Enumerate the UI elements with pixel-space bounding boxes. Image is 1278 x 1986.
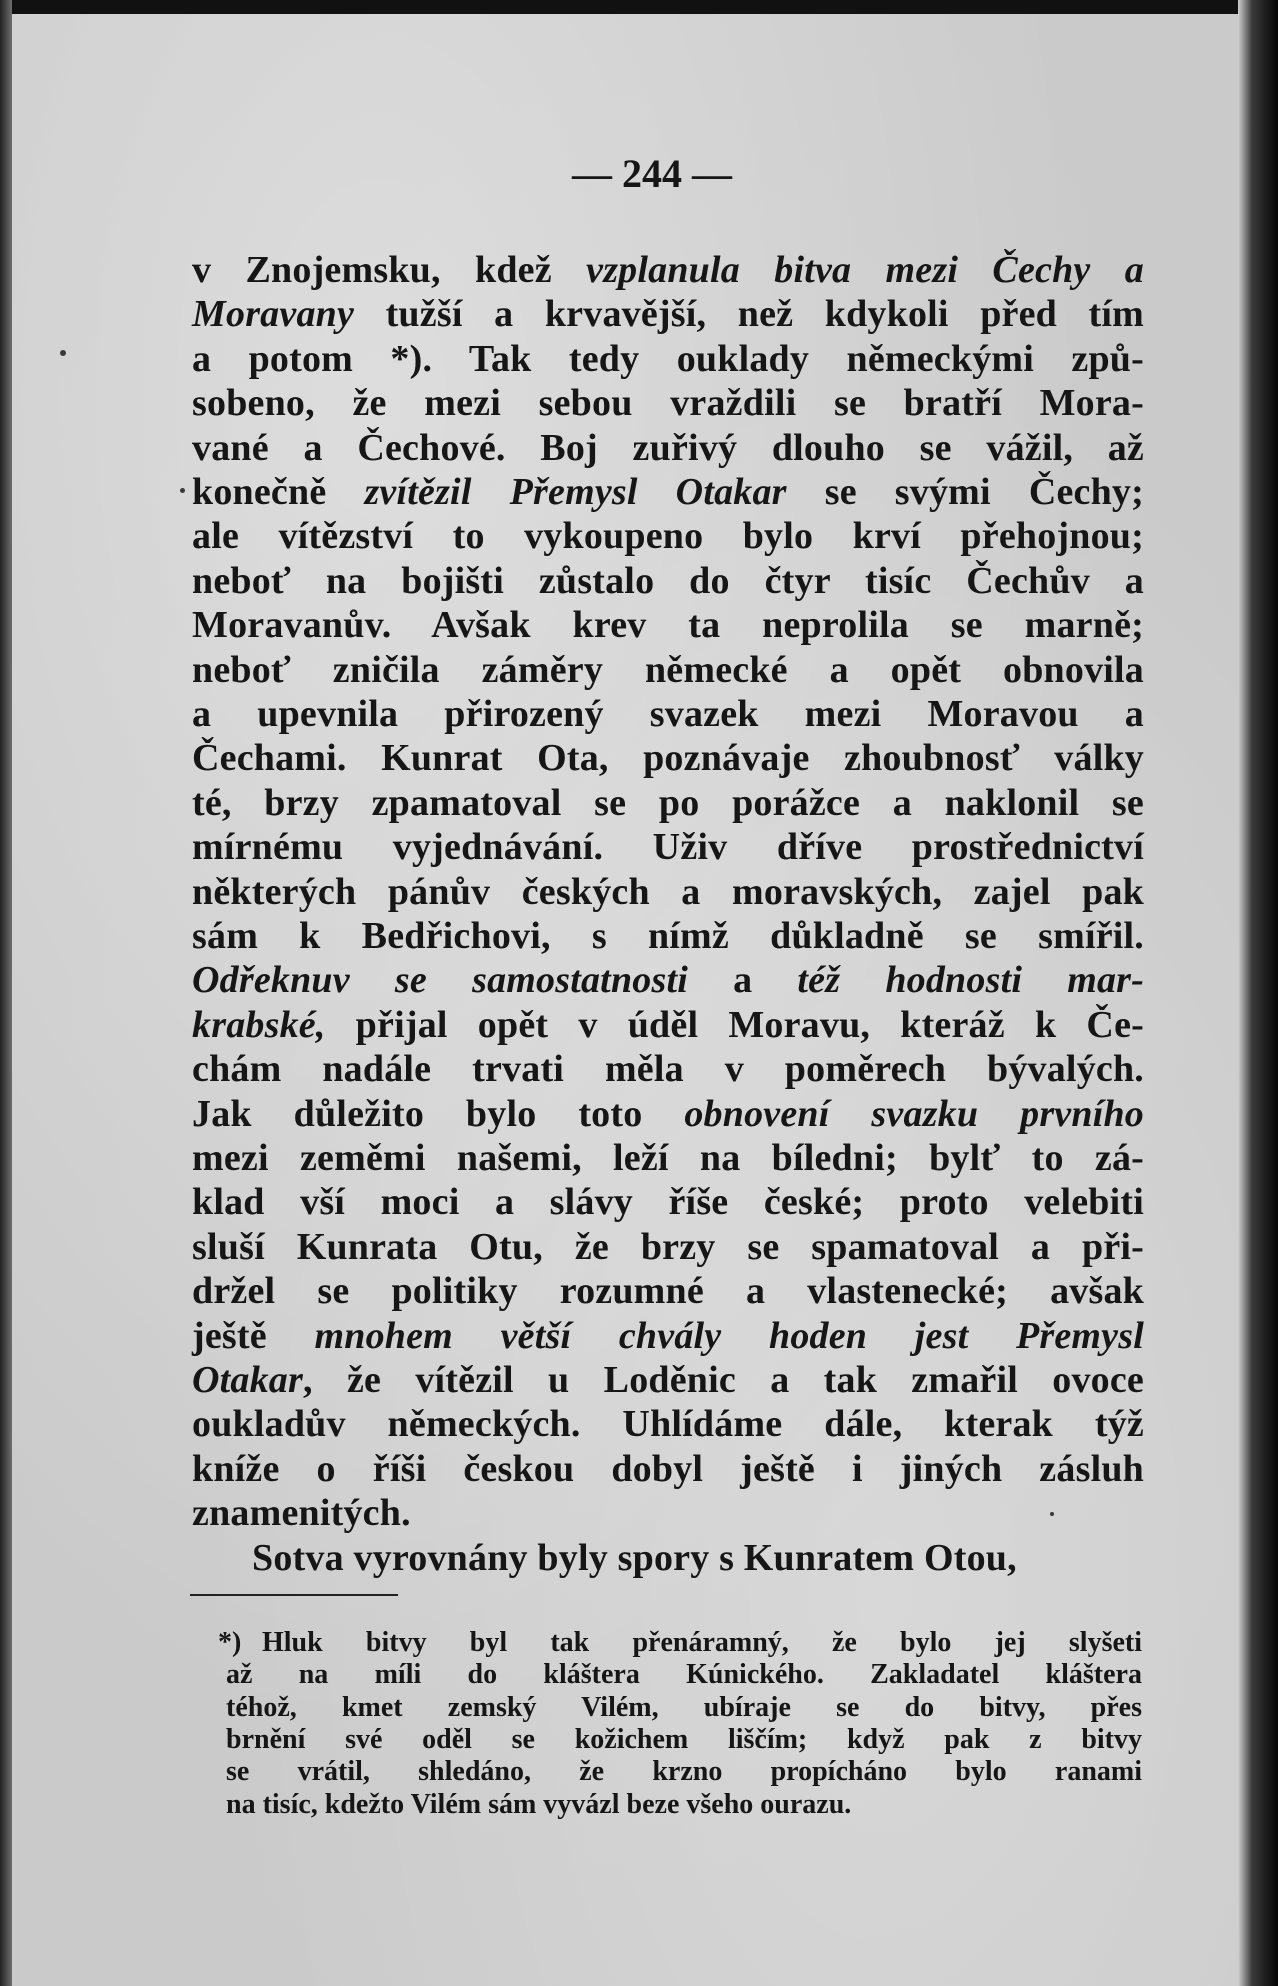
text-run: Čechami. Kunrat Ota, poznávaje zhoubnosť války: [192, 737, 1144, 780]
text-run: chám nadále trvati měla v poměrech bývalých.: [192, 1048, 1144, 1091]
text-run: mezi zeměmi našemi, leží na bíledni; bylť to zá-: [192, 1137, 1144, 1179]
text-line: [192, 781, 1144, 825]
text-line: [192, 1225, 1144, 1269]
text-run: Jak důležito bylo toto: [192, 1092, 685, 1135]
text-run: klad vší moci a slávy říše české; proto velebiti: [192, 1181, 1144, 1224]
text-line: [192, 1447, 1144, 1491]
text-line: [192, 958, 1144, 1002]
text-run: sluší Kunrata Otu, že brzy se spamatoval a při-: [192, 1225, 1144, 1268]
text-run: neboť zničila záměry německé a opět obnovila: [192, 648, 1144, 691]
text-run: a potom *). Tak tedy ouklady německými způ-: [192, 337, 1144, 380]
text-line: [192, 1047, 1144, 1091]
text-line: [192, 1180, 1144, 1224]
text-run: Moravanův. Avšak krev ta neprolila se marně;: [192, 604, 1144, 647]
text-line: [192, 1003, 1144, 1047]
italic-text: obnovení svazku prvního: [684, 1092, 1144, 1135]
text-line: [192, 514, 1144, 558]
italic-text: krabské,: [192, 1003, 326, 1046]
text-line: [192, 248, 1144, 292]
text-run: a upevnila přirozený svazek mezi Moravou a: [192, 693, 1144, 735]
text-run: sobeno, že mezi sebou vraždili se bratří Mora-: [192, 382, 1144, 425]
text-line: [192, 1136, 1144, 1180]
text-run: konečně: [192, 471, 365, 513]
italic-text: též hodnosti mar-: [797, 959, 1144, 1002]
italic-text: Otakar: [192, 1359, 303, 1401]
text-line: [192, 1269, 1144, 1313]
italic-text: Odřeknuv se samostatnosti: [192, 959, 688, 1002]
text-line: [192, 337, 1144, 381]
footnote-line: až na míli do kláštera Kúnického. Zakladatel kláštera: [226, 1659, 1142, 1691]
scan-left-border: [0, 0, 12, 1986]
text-line: [192, 292, 1144, 336]
text-run: té, brzy zpamatoval se po porážce a naklonil se: [192, 781, 1144, 824]
text-run: se svými Čechy;: [786, 471, 1144, 513]
text-line: [192, 1092, 1144, 1136]
text-run: , že vítězil u Loděnic a tak zmařil ovoce: [303, 1359, 1144, 1401]
text-line: [192, 470, 1144, 514]
text-line: [192, 1402, 1144, 1446]
text-run: některých pánův českých a moravských, zajel pak: [192, 870, 1144, 913]
text-run: znamenitých.: [192, 1492, 411, 1535]
text-run: kníže o říši českou dobyl ještě i jiných zásluh: [192, 1447, 1144, 1490]
italic-text: mnohem větší chvály hoden jest Přemysl: [314, 1314, 1144, 1357]
italic-text: vzplanula bitva mezi Čechy a: [586, 249, 1145, 291]
text-run: neboť na bojišti zůstalo do čtyr tisíc Čechův a: [192, 559, 1144, 602]
footnote-line: se vrátil, shledáno, že krzno propícháno bylo ranami: [226, 1756, 1142, 1788]
text-line: [192, 426, 1144, 470]
scan-speck: [180, 488, 185, 493]
text-line: [192, 736, 1144, 780]
text-line: [192, 603, 1144, 647]
scan-speck: [60, 350, 66, 356]
text-line: [192, 1314, 1144, 1358]
text-run: Sotva vyrovnány byly spory s Kunratem Otou,: [252, 1536, 1017, 1579]
footnote-line: téhož, kmet zemský Vilém, ubíraje se do bitvy, přes: [226, 1691, 1142, 1723]
text-run: tužší a krvavější, než kdykoli před tím: [354, 293, 1144, 336]
text-line: [192, 692, 1144, 736]
italic-text: zvítězil Přemysl Otakar: [364, 471, 787, 513]
text-run: držel se politiky rozumné a vlastenecké; avšak: [192, 1270, 1144, 1313]
text-run: a: [687, 959, 798, 1002]
footnote-mark: *): [218, 1627, 242, 1658]
text-line: [192, 1491, 1144, 1535]
text-line: [192, 870, 1144, 914]
text-run: přijal opět v úděl Moravu, kteráž k Če-: [325, 1003, 1144, 1046]
text-line: [192, 648, 1144, 692]
text-run: ale vítězství to vykoupeno bylo krví přehojnou;: [192, 515, 1144, 558]
text-run: ještě: [192, 1314, 315, 1357]
footnote-line: Hluk bitvy byl tak přenáramný, že bylo jej slyšeti: [262, 1627, 1142, 1658]
text-run: vané a Čechové. Boj zuřivý dlouho se vážil, až: [192, 426, 1144, 469]
scan-right-border: [1238, 0, 1278, 1986]
text-line: [192, 559, 1144, 603]
italic-text: Moravany: [192, 293, 355, 336]
text-run: v Znojemsku, kdež: [192, 249, 587, 291]
footnote-divider: [190, 1594, 398, 1596]
text-line: [192, 1358, 1144, 1402]
text-run: oukladův německých. Uhlídáme dále, kterak týž: [192, 1403, 1144, 1446]
text-line: [192, 1536, 1144, 1580]
footnote-line: brnění své oděl se kožichem liščím; když pak z bitvy: [226, 1723, 1142, 1755]
text-line: [192, 381, 1144, 425]
footnote-line: na tisíc, kdežto Vilém sám vyvázl beze všeho ourazu.: [226, 1788, 852, 1820]
page-number: — 244 —: [572, 151, 732, 196]
text-line: [192, 825, 1144, 869]
text-run: sám k Bedřichovi, s nímž důkladně se smířil.: [192, 915, 1144, 957]
scan-top-border: [0, 0, 1278, 14]
text-line: [192, 914, 1144, 958]
text-run: mírnému vyjednávání. Uživ dříve prostřednictví: [192, 826, 1144, 869]
